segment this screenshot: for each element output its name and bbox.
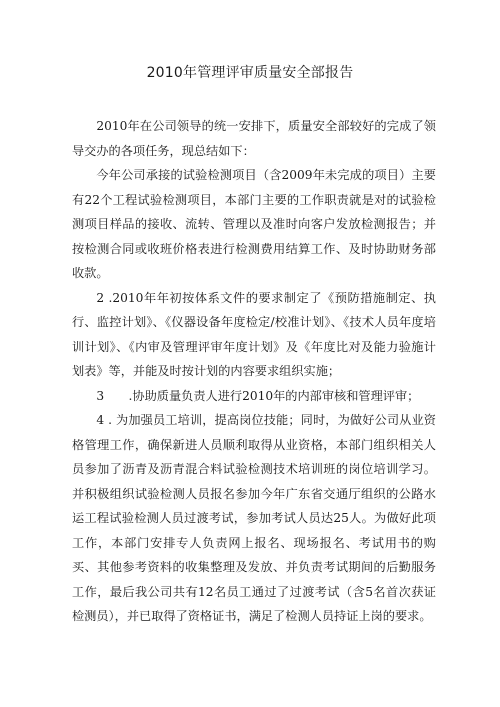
report-body <box>72 114 436 629</box>
paragraph-item-1: 今年公司承接的试验检测项目（含2009年未完成的项目）主要有22个工程试验检测项目，本部门主要的工作职责就是对的试验检测项目样品的接收、流转、管理以及准时向客户发放检测报告；并按检测合同或收班价格表进行检测费用结算工作、及时协助财务部收款。 <box>72 168 436 280</box>
page-title: 2010年管理评审质量安全部报告 <box>146 65 354 81</box>
paragraph-item-4: 4 . 为加强员工培训，提高岗位技能；同时，为做好公司从业资格管理工作，确保新进人员顺利取得从业资格，本部门组织相关人员参加了沥青及沥青混合料试验检测技术培训班的岗位培训学习。并积极组织试验检测人员报名参加今年广东省交通厅组织的公路水运工程试验检测人员过渡考试，参加考试人员达25人。为做好此项工作，本部门安排专人负责网上报名、现场报名、考试用书的购买、其他参考资料的收集整理及发放、并负责考试期间的后勤服务工作，最后我公司共有12名员工通过了过渡考试（含5名首次获证检测员），并已取得了资格证书，满足了检测人员持证上岗的要求。 <box>72 413 436 623</box>
paragraph-intro: 2010年在公司领导的统一安排下，质量安全部较好的完成了领导交办的各项任务，现总结如下： <box>72 119 436 158</box>
paragraph-item-2: 2 .2010年年初按体系文件的要求制定了《预防措施制定、执行、监控计划》、《仪器设备年度检定/校准计划》、《技术人员年度培训计划》、《内审及管理评审年度计划》及《年度比对及能力验施计划表》等，并能及时按计划的内容要求组织实施； <box>72 290 436 378</box>
paragraph-item-3: 3 .协助质量负责人进行2010年的内部审核和管理评审； <box>96 388 420 403</box>
